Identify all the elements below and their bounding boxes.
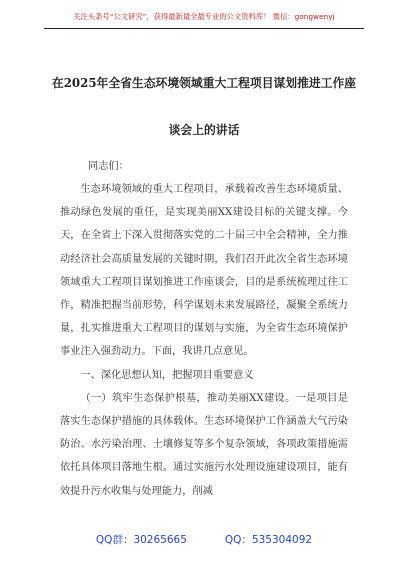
section-heading-1: 一、深化思想认知，把握项目重要意义 (80, 369, 254, 381)
header-banner: 关注头条号“公文研究”，获得最新最全最专业的公文资料库！ 微信：gongwenyj (73, 12, 335, 21)
footer-contact (0, 532, 408, 547)
document-body (60, 178, 348, 503)
salutation: 同志们： (88, 161, 129, 172)
document-title-line-1: 在2025年全省生态环境领域重大工程项目谋划推进工作座 (51, 76, 357, 90)
footer-qq-number: QQ：535304092 (224, 534, 313, 546)
paragraph-intro: 生态环境领域的重大工程项目，承载着改善生态环境质量、推动绿色发展的重任，是实现美丽XX建设目标的关键支撑。今天，在全省上下深入贯彻落实党的二十届三中全会精神，全力推动经济社会高质量发展的关键时期，我们召开此次全省生态环境领域重大工程项目谋划推进工作座谈会，目的是系统梳理过往工作，精准把握当前形势，科学谋划未来发展路径，凝聚全系统力量，扎实推进重大工程项目的谋划与实施，为全省生态环境保护事业注入强劲动力。下面，我讲几点意见。 (60, 184, 348, 358)
paragraph-section-1-1: （一）筑牢生态保护根基，推动美丽XX建设。一是项目是落实生态保护措施的具体载体。生态环境保护工作涵盖大气污染防治、水污染治理、土壤修复等多个复杂领域，各项政策措施需依托具体项目落地生根。通过实施污水处理设施建设项目，能有效提升污水收集与处理能力，削减 (60, 392, 348, 497)
document-title-line-2: 谈会上的讲话 (168, 123, 240, 137)
footer-qq-group: QQ群：30265665 (95, 534, 187, 546)
header-divider (44, 28, 364, 29)
